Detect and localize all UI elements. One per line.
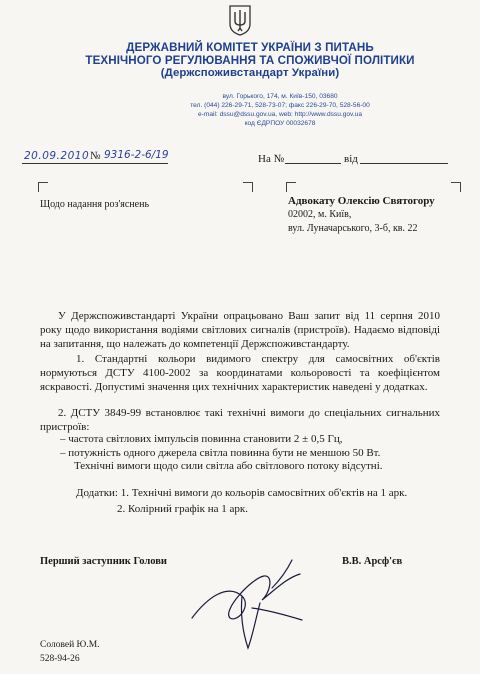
from-underline — [360, 163, 448, 164]
org-name-line-2: ТЕХНІЧНОГО РЕГУЛЮВАННЯ ТА СПОЖИВЧОЇ ПОЛІТИКИ — [85, 54, 415, 67]
attachment-1: Додатки: 1. Технічні вимоги до кольорів самосвітних об'єктів на 1 арк. — [76, 487, 408, 499]
address-corner-right — [451, 182, 461, 192]
number-sign: № — [90, 150, 101, 162]
org-address: вул. Горького, 174, м. Київ-150, 03680 — [222, 93, 338, 100]
outgoing-number: 9316-2-6/19 — [104, 149, 169, 161]
item-1-paragraph: 1. Стандартні кольори видимого спектру для самосвітних об'єктів нормуються ДСТУ 4100-2002 за координатами кольоровості та коефіцієнтом яскравості. Допустимі значення цих технічних характеристик наведені у додатках. — [40, 353, 440, 393]
org-code: код ЄДРПОУ 00032678 — [244, 120, 316, 127]
executor-phone: 528-94-26 — [40, 654, 80, 664]
date-number-underline — [22, 163, 168, 164]
addressee-street: вул. Луначарського, 3-б, кв. 22 — [288, 223, 418, 234]
signatory-position: Перший заступник Голови — [40, 556, 167, 567]
org-email-web: e-mail: dssu@dssu.gov.ua, web: http://www.dssu.gov.ua — [197, 111, 363, 118]
requirement-note: Технічні вимоги щодо сили світла або світлового потоку відсутні. — [74, 460, 383, 472]
requirement-power: – потужність одного джерела світла повинна бути не меншою 50 Вт. — [60, 447, 381, 459]
org-phones: тел. (044) 226-29-71, 528-73-07; факс 226-29-70, 528-56-00 — [190, 102, 370, 109]
addressee-city: 02002, м. Київ, — [288, 209, 352, 220]
handwritten-signature — [182, 548, 322, 658]
org-name-line-1: ДЕРЖАВНИЙ КОМІТЕТ УКРАЇНИ З ПИТАНЬ — [126, 41, 374, 54]
attachment-2: 2. Колірний графік на 1 арк. — [117, 503, 249, 515]
signatory-name: В.В. Арсф'єв — [342, 556, 403, 567]
subject-corner-right — [243, 182, 253, 192]
in-reply-label: На № — [258, 153, 285, 165]
intro-paragraph: У Держспоживстандарті України опрацьовано Ваш запит від 11 серпня 2010 року щодо використання водіями світлових сигналів (пристроїв). Надаємо відповіді на запитання, що належать до компетенції Держспоживстандарту. — [40, 310, 440, 350]
subject-corner-left — [38, 182, 48, 192]
outgoing-date: 20.09.2010 — [24, 150, 90, 162]
executor-name: Соловей Ю.М. — [40, 640, 100, 650]
subject-line: Щодо надання роз'яснень — [40, 199, 149, 210]
org-short-name: (Держспоживстандарт України) — [160, 67, 340, 79]
in-reply-underline — [285, 163, 341, 164]
from-label: від — [344, 153, 358, 165]
faint-stamp-mark — [98, 632, 156, 640]
item-2-paragraph: 2. ДСТУ 3849-99 встановлює такі технічні вимоги до спеціальних сигнальних пристроїв: — [40, 407, 440, 433]
requirement-frequency: – частота світлових імпульсів повинна становити 2 ± 0,5 Гц, — [60, 433, 343, 445]
address-corner-left — [286, 182, 296, 192]
trident-coat-of-arms-icon — [228, 4, 252, 36]
addressee-name: Адвокату Олексію Святогору — [288, 195, 435, 207]
